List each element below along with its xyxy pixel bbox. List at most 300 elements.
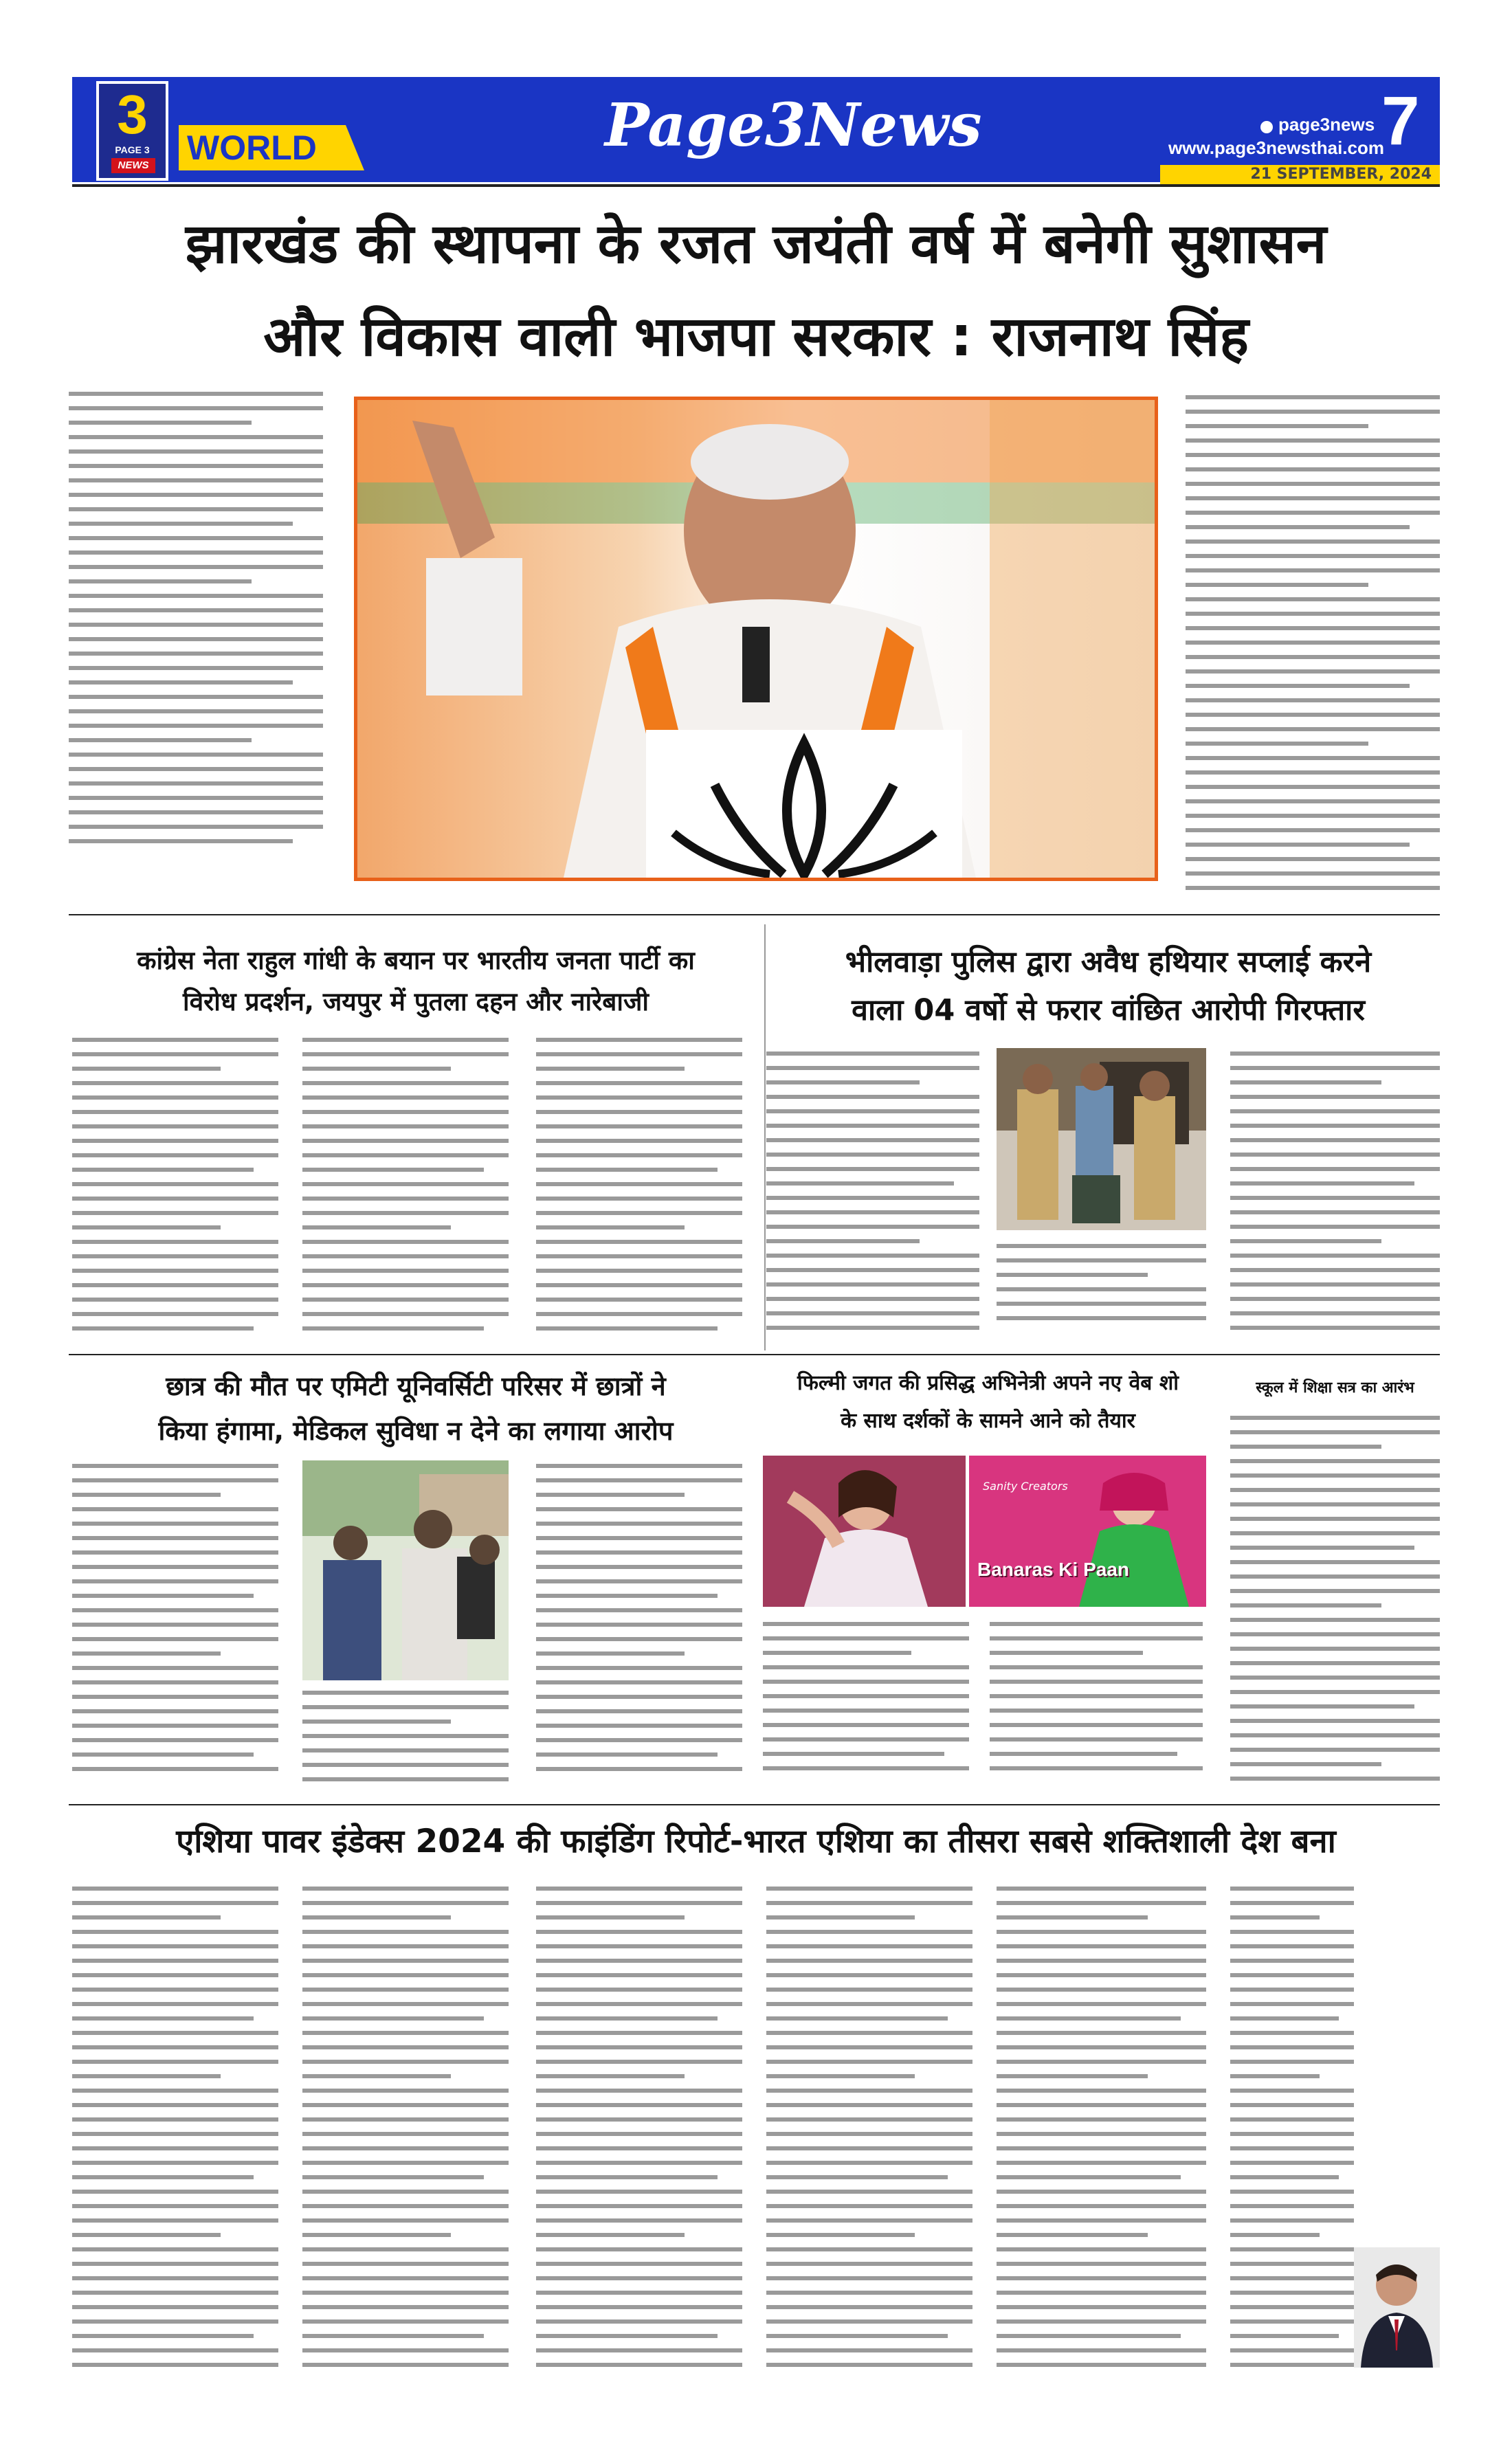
text-line: [72, 1254, 278, 1258]
text-line: [72, 1565, 278, 1569]
text-line: [763, 1636, 969, 1640]
story2-col-1: [766, 1051, 979, 1347]
text-line: [536, 2190, 742, 2194]
text-line: [72, 1052, 278, 1056]
text-line: [766, 1282, 979, 1287]
text-line: [536, 1081, 742, 1085]
text-line: [536, 1608, 742, 1612]
text-line: [72, 1724, 278, 1728]
text-line: [997, 1930, 1206, 1934]
text-line: [997, 2291, 1206, 2295]
website-link[interactable]: www.page3newsthai.com: [1168, 137, 1385, 158]
text-line: [997, 2190, 1206, 2194]
text-line: [1186, 568, 1440, 572]
text-line: [997, 1316, 1206, 1320]
text-line: [766, 2103, 972, 2107]
text-line: [1186, 669, 1440, 674]
text-line: [536, 2276, 742, 2280]
text-line: [536, 1254, 742, 1258]
text-line: [72, 1637, 278, 1641]
text-line: [536, 2305, 742, 2309]
text-line: [69, 709, 323, 713]
story5-photo-illustration: [763, 1456, 966, 1607]
text-line: [1230, 1704, 1414, 1709]
text-line: [302, 2204, 509, 2208]
text-line: [1230, 2348, 1354, 2352]
text-line: [72, 1478, 278, 1482]
story3-headline-line1[interactable]: कांग्रेस नेता राहुल गांधी के बयान पर भारतीय जनता पार्टी का: [137, 946, 695, 975]
text-line: [997, 2247, 1206, 2251]
story5-headline-line2[interactable]: के साथ दर्शकों के सामने आने को तैयार: [841, 1409, 1135, 1433]
text-line: [1186, 799, 1440, 803]
text-line: [536, 2262, 742, 2266]
story2-photo-illustration: [997, 1048, 1206, 1230]
page-number: 7: [1381, 82, 1420, 159]
text-line: [536, 1095, 742, 1100]
text-line: [536, 1738, 742, 1742]
story4-headline-line2[interactable]: किया हंगामा, मेडिकल सुविधा न देने का लगाया आरोप: [158, 1416, 674, 1446]
text-line: [766, 2247, 972, 2251]
lead-column-left: [69, 392, 323, 859]
text-line: [766, 2016, 948, 2021]
text-line: [766, 2190, 972, 2194]
text-line: [1230, 2031, 1354, 2035]
text-line: [1230, 2291, 1354, 2295]
text-line: [1230, 1546, 1414, 1550]
text-line: [1230, 1138, 1440, 1142]
text-line: [536, 1623, 742, 1627]
lead-photo-rajnath-singh[interactable]: [354, 397, 1158, 881]
text-line: [1186, 756, 1440, 760]
text-line: [997, 2233, 1148, 2237]
text-line: [72, 1944, 278, 1948]
text-line: [72, 2363, 278, 2367]
text-line: [766, 1138, 979, 1142]
text-line: [1230, 2190, 1354, 2194]
text-line: [69, 522, 293, 526]
story4-headline-line1[interactable]: छात्र की मौत पर एमिटी यूनिवर्सिटी परिसर में छात्रों ने: [166, 1371, 666, 1401]
text-line: [766, 2363, 972, 2367]
text-line: [990, 1622, 1203, 1626]
text-line: [1230, 2175, 1339, 2179]
text-line: [69, 392, 323, 396]
text-line: [302, 1312, 509, 1316]
text-line: [1230, 1973, 1354, 1977]
text-line: [766, 2334, 948, 2338]
text-line: [302, 1959, 509, 1963]
text-line: [997, 2002, 1206, 2006]
text-line: [1186, 684, 1410, 688]
text-line: [1186, 612, 1440, 616]
text-line: [1230, 1632, 1440, 1636]
text-line: [302, 2074, 451, 2078]
text-line: [1230, 1603, 1381, 1607]
text-line: [536, 1153, 742, 1157]
text-line: [72, 1579, 278, 1583]
text-line: [69, 839, 293, 843]
text-line: [766, 2218, 972, 2223]
text-line: [1186, 713, 1440, 717]
story3-col-1: [72, 1038, 278, 1347]
story4-photo-illustration: [302, 1460, 509, 1680]
text-line: [1230, 1762, 1381, 1766]
lead-bottom-rule: [69, 914, 1440, 915]
text-line: [302, 1095, 509, 1100]
text-line: [1186, 785, 1440, 789]
text-line: [69, 753, 323, 757]
text-line: [72, 1493, 221, 1497]
text-line: [763, 1737, 969, 1742]
text-line: [766, 2319, 972, 2324]
text-line: [1186, 453, 1440, 457]
text-line: [1230, 1944, 1354, 1948]
text-line: [1230, 2247, 1354, 2251]
text-line: [536, 1887, 742, 1891]
text-line: [1230, 2276, 1354, 2280]
text-line: [997, 1287, 1206, 1291]
story5-poster-illustration: [969, 1456, 1206, 1607]
text-line: [536, 1464, 742, 1468]
text-line: [536, 1240, 742, 1244]
text-line: [766, 1988, 972, 1992]
text-line: [69, 493, 323, 497]
text-line: [766, 1210, 979, 1214]
text-line: [302, 1254, 509, 1258]
text-line: [1230, 1109, 1440, 1113]
text-line: [997, 1273, 1148, 1277]
text-line: [302, 1720, 451, 1724]
story5-poster[interactable]: [969, 1456, 1206, 1607]
text-line: [302, 2262, 509, 2266]
text-line: [1186, 525, 1410, 529]
text-line: [766, 2132, 972, 2136]
text-line: [536, 1915, 685, 1920]
text-line: [72, 1081, 278, 1085]
text-line: [72, 1298, 278, 1302]
text-line: [536, 1944, 742, 1948]
text-line: [997, 2089, 1206, 2093]
text-line: [302, 1777, 509, 1781]
text-line: [72, 2002, 278, 2006]
story2-headline-line1[interactable]: भीलवाड़ा पुलिस द्वारा अवैध हथियार सप्लाई करने: [845, 945, 1372, 979]
story5-photo-actress[interactable]: [763, 1456, 966, 1607]
text-line: [536, 1666, 742, 1670]
story6-headline[interactable]: स्कूल में शिक्षा सत्र का आरंभ: [1256, 1379, 1414, 1397]
text-line: [1230, 1311, 1440, 1315]
text-line: [766, 2117, 972, 2122]
text-line: [302, 1326, 484, 1331]
text-line: [69, 810, 323, 814]
text-line: [1230, 1268, 1440, 1272]
text-line: [536, 2002, 742, 2006]
text-line: [1186, 641, 1440, 645]
text-line: [302, 1298, 509, 1302]
text-line: [763, 1622, 969, 1626]
text-line: [536, 1594, 718, 1598]
text-line: [1186, 395, 1440, 399]
text-line: [997, 1302, 1206, 1306]
text-line: [72, 1767, 278, 1771]
text-line: [302, 1081, 509, 1085]
text-line: [72, 1038, 278, 1042]
text-line: [302, 2132, 509, 2136]
text-line: [990, 1766, 1203, 1770]
text-line: [1186, 857, 1440, 861]
text-line: [302, 1901, 509, 1905]
text-line: [1186, 583, 1368, 587]
text-line: [72, 1608, 278, 1612]
text-line: [302, 1283, 509, 1287]
text-line: [69, 637, 323, 641]
text-line: [1186, 655, 1440, 659]
text-line: [766, 2348, 972, 2352]
text-line: [1230, 1416, 1440, 1420]
text-line: [72, 1197, 278, 1201]
text-line: [536, 2089, 742, 2093]
lead-headline-line2[interactable]: और विकास वाली भाजपा सरकार : राजनाथ सिंह: [263, 304, 1249, 368]
text-line: [302, 1705, 509, 1709]
text-line: [766, 1095, 979, 1099]
bottom-col-1: [72, 1887, 278, 2381]
text-line: [536, 2146, 742, 2150]
text-line: [766, 2060, 972, 2064]
text-line: [766, 1124, 979, 1128]
text-line: [766, 2262, 972, 2266]
text-line: [1230, 1326, 1440, 1330]
text-line: [1230, 1430, 1440, 1434]
text-line: [763, 1709, 969, 1713]
text-line: [1230, 1777, 1440, 1781]
text-line: [1186, 814, 1440, 818]
bottom-col-6: [1230, 1887, 1354, 2381]
text-line: [302, 1734, 509, 1738]
text-line: [72, 2190, 278, 2194]
text-line: [536, 1052, 742, 1056]
text-line: [1230, 1661, 1440, 1665]
text-line: [72, 2074, 221, 2078]
text-line: [69, 781, 323, 786]
bottom-col-2: [302, 1887, 509, 2381]
text-line: [1186, 843, 1410, 847]
bottom-col-3: [536, 1887, 742, 2381]
story2-headline-line2[interactable]: वाला 04 वर्षो से फरार वांछित आरोपी गिरफ्तार: [852, 993, 1365, 1027]
text-line: [1186, 871, 1440, 876]
text-line: [536, 2334, 718, 2338]
text-line: [1230, 1297, 1440, 1301]
text-line: [72, 2291, 278, 2295]
text-line: [72, 1168, 254, 1172]
text-line: [766, 1080, 920, 1084]
text-line: [766, 1915, 915, 1920]
text-line: [72, 1522, 278, 1526]
text-line: [302, 1225, 451, 1229]
lead-headline-line1[interactable]: झारखंड की स्थापना के रजत जयंती वर्ष में बनेगी सुशासन: [185, 212, 1327, 276]
text-line: [72, 1507, 278, 1511]
text-line: [766, 2276, 972, 2280]
text-line: [69, 478, 323, 482]
text-line: [69, 406, 323, 410]
text-line: [997, 2016, 1181, 2021]
text-line: [69, 507, 323, 511]
text-line: [72, 1695, 278, 1699]
text-line: [72, 2132, 278, 2136]
text-line: [302, 2031, 509, 2035]
text-line: [1230, 1915, 1320, 1920]
text-line: [1230, 1153, 1440, 1157]
text-line: [536, 1988, 742, 1992]
text-line: [1230, 2305, 1354, 2309]
text-line: [302, 1944, 509, 1948]
text-line: [536, 1565, 742, 1569]
text-line: [536, 1211, 742, 1215]
text-line: [72, 1709, 278, 1713]
text-line: [302, 1973, 509, 1977]
text-line: [302, 2305, 509, 2309]
bottom-headline[interactable]: एशिया पावर इंडेक्स 2024 की फाइंडिंग रिपोर्ट-भारत एशिया का तीसरा सबसे शक्तिशाली देश बना: [176, 1823, 1336, 1860]
text-line: [1186, 539, 1440, 544]
text-line: [1230, 1690, 1440, 1694]
poster-title: Banaras Ki Paan: [977, 1559, 1129, 1580]
story3-headline-line2[interactable]: विरोध प्रदर्शन, जयपुर में पुतला दहन और नारेबाजी: [182, 987, 649, 1016]
issue-date: 21 SEPTEMBER, 2024: [1160, 165, 1440, 184]
text-line: [997, 2117, 1206, 2122]
text-line: [766, 1167, 979, 1171]
text-line: [766, 1153, 979, 1157]
text-line: [1230, 1748, 1440, 1752]
social-handle[interactable]: page3news: [1278, 114, 1375, 135]
text-line: [536, 1269, 742, 1273]
text-line: [766, 1901, 972, 1905]
text-line: [72, 1312, 278, 1316]
text-line: [766, 1326, 979, 1330]
text-line: [536, 1637, 742, 1641]
text-line: [72, 2305, 278, 2309]
text-line: [1230, 2262, 1354, 2266]
text-line: [766, 1944, 972, 1948]
text-line: [1186, 496, 1440, 500]
text-line: [72, 2348, 278, 2352]
text-line: [69, 565, 323, 569]
text-line: [69, 464, 323, 468]
text-line: [1186, 597, 1440, 601]
text-line: [997, 2175, 1181, 2179]
text-line: [766, 2161, 972, 2165]
text-line: [1230, 1502, 1440, 1506]
text-line: [1186, 727, 1440, 731]
text-line: [302, 2016, 484, 2021]
text-line: [1230, 1887, 1354, 1891]
text-line: [766, 1959, 972, 1963]
text-line: [302, 1139, 509, 1143]
story4-photo-caption: [302, 1691, 509, 1794]
text-line: [536, 1959, 742, 1963]
text-line: [536, 2031, 742, 2035]
text-line: [766, 1268, 979, 1272]
text-line: [536, 2204, 742, 2208]
story6-col: [1230, 1416, 1440, 1794]
text-line: [536, 2175, 718, 2179]
text-line: [766, 1887, 972, 1891]
text-line: [536, 1752, 718, 1757]
text-line: [72, 1139, 278, 1143]
text-line: [536, 1550, 742, 1555]
text-line: [302, 2089, 509, 2093]
text-line: [997, 2363, 1206, 2367]
text-line: [536, 2233, 685, 2237]
story3-col-3: [536, 1038, 742, 1347]
story5-headline-line1[interactable]: फिल्मी जगत की प्रसिद्ध अभिनेत्री अपने नए वेब शो: [797, 1371, 1179, 1395]
story4-photo-students[interactable]: [302, 1460, 509, 1680]
text-line: [1186, 626, 1440, 630]
text-line: [69, 738, 252, 742]
author-portrait-illustration: [1354, 2247, 1440, 2368]
text-line: [72, 1959, 278, 1963]
text-line: [536, 1312, 742, 1316]
text-line: [302, 2117, 509, 2122]
text-line: [72, 1269, 278, 1273]
text-line: [1230, 2363, 1354, 2367]
text-line: [69, 825, 323, 829]
author-portrait[interactable]: [1354, 2247, 1440, 2368]
text-line: [72, 1110, 278, 1114]
text-line: [72, 2103, 278, 2107]
text-line: [302, 1748, 509, 1752]
text-line: [763, 1665, 969, 1669]
text-line: [1230, 1531, 1440, 1535]
text-line: [763, 1766, 969, 1770]
text-line: [1230, 1647, 1440, 1651]
text-line: [72, 1550, 278, 1555]
text-line: [536, 1973, 742, 1977]
text-line: [766, 1066, 979, 1070]
text-line: [997, 1959, 1206, 1963]
text-line: [990, 1709, 1203, 1713]
text-line: [72, 1651, 221, 1656]
text-line: [536, 1326, 718, 1331]
story2-photo-police[interactable]: [997, 1048, 1206, 1230]
text-line: [536, 1579, 742, 1583]
text-line: [72, 1124, 278, 1128]
text-line: [536, 1709, 742, 1713]
story4-col-1: [72, 1464, 278, 1794]
text-line: [302, 1887, 509, 1891]
bottom-col-4: [766, 1887, 972, 2381]
text-line: [302, 1211, 509, 1215]
text-line: [766, 1196, 979, 1200]
brand-logo[interactable]: [96, 81, 168, 181]
text-line: [536, 1298, 742, 1302]
text-line: [1230, 1124, 1440, 1128]
text-line: [997, 2334, 1181, 2338]
text-line: [536, 1901, 742, 1905]
text-line: [536, 2363, 742, 2367]
section-label[interactable]: WORLD: [187, 129, 317, 167]
text-line: [536, 2045, 742, 2049]
text-line: [536, 1680, 742, 1684]
text-line: [997, 1901, 1206, 1905]
text-line: [1230, 2233, 1320, 2237]
text-line: [766, 2233, 915, 2237]
text-line: [302, 2218, 509, 2223]
text-line: [536, 1182, 742, 1186]
text-line: [990, 1752, 1177, 1756]
text-line: [1230, 2218, 1354, 2223]
text-line: [536, 2161, 742, 2165]
text-line: [997, 2132, 1206, 2136]
text-line: [1230, 1517, 1440, 1521]
text-line: [1230, 1901, 1354, 1905]
newspaper-brand[interactable]: Page3News: [605, 91, 982, 160]
